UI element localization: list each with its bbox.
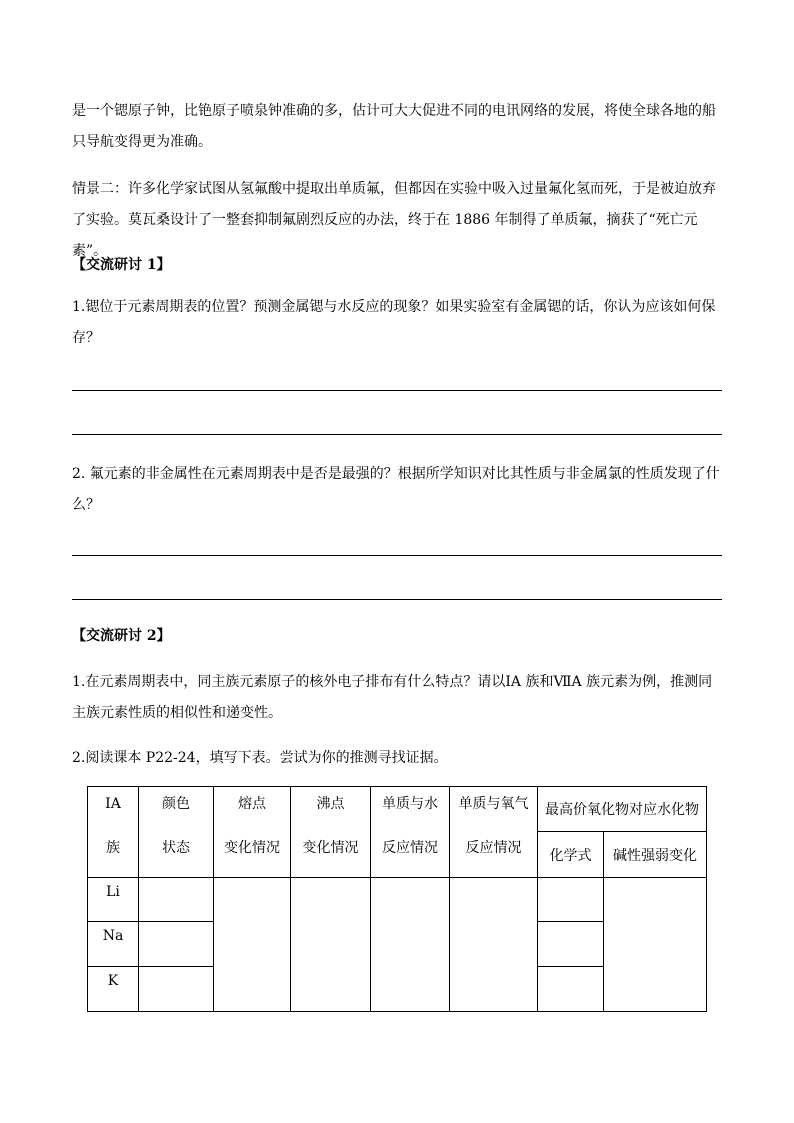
answer-cell[interactable] <box>538 967 604 1012</box>
header-line: 颜色 <box>162 796 190 812</box>
alkalinity-header: 碱性强弱变化 <box>604 832 707 878</box>
answer-cell[interactable] <box>291 878 371 1012</box>
element-li: Li <box>88 878 139 922</box>
header-line: 沸点 <box>316 796 345 812</box>
header-line: 状态 <box>162 840 190 856</box>
answer-line <box>72 434 722 435</box>
boiling-point-header <box>291 787 371 878</box>
discussion-1-question-1: 1.锶位于元素周期表的位置？预测金属锶与水反应的现象？如果实验室有金属锶的话，你认为应该如何保存？ <box>72 299 716 346</box>
answer-line <box>72 555 722 556</box>
header-line: 反应情况 <box>382 840 438 856</box>
discussion-1-question-2: 2. 氟元素的非金属性在元素周期表中是否是最强的？根据所学知识对比其性质与非金属氯的性质发现了什么？ <box>72 466 720 513</box>
discussion-2-question-2: 2.阅读课本 P22-24，填写下表。尝试为你的推测寻找证据。 <box>72 750 448 766</box>
answer-cell[interactable] <box>604 878 707 1012</box>
group-header-cell <box>88 787 139 878</box>
answer-cell[interactable] <box>538 878 604 922</box>
answer-cell[interactable] <box>139 922 214 967</box>
oxygen-reaction-header <box>450 787 538 878</box>
melting-point-header <box>214 787 291 878</box>
header-line: 熔点 <box>238 796 266 812</box>
answer-cell[interactable] <box>450 878 538 1012</box>
oxide-hydrate-header: 最高价氧化物对应水化物 <box>538 787 707 832</box>
answer-cell[interactable] <box>371 878 450 1012</box>
formula-header: 化学式 <box>538 832 604 878</box>
header-line: 变化情况 <box>224 840 280 856</box>
element-na: Na <box>88 922 139 967</box>
answer-line <box>72 390 722 391</box>
element-k: K <box>88 967 139 1012</box>
header-line: 单质与水 <box>382 796 438 812</box>
answer-cell[interactable] <box>214 878 291 1012</box>
discussion-2-title: 【交流研讨 2】 <box>72 628 171 644</box>
answer-cell[interactable] <box>139 967 214 1012</box>
group-label-suffix: 族 <box>106 840 120 856</box>
water-reaction-header <box>371 787 450 878</box>
alkali-metals-table <box>87 786 707 1012</box>
color-state-header <box>139 787 214 878</box>
header-line: 单质与氧气 <box>458 796 529 812</box>
scenario-two-paragraph: 情景二：许多化学家试图从氢氟酸中提取出单质氟，但都因在实验中吸入过量氟化氢而死，于是被迫放弃了实验。莫瓦桑设计了一整套抑制氟剧烈反应的办法，终于在 1886 年制得了单质氟，摘获了“死亡元素”。 <box>72 181 716 259</box>
discussion-2-question-1: 1.在元素周期表中，同主族元素原子的核外电子排布有什么特点？请以ⅠA 族和ⅦA 族元素为例，推测同主族元素性质的相似性和递变性。 <box>72 674 713 721</box>
header-line: 变化情况 <box>302 840 359 856</box>
answer-line <box>72 599 722 600</box>
header-line: 反应情况 <box>465 840 522 856</box>
group-label: ⅠA <box>105 796 121 812</box>
answer-cell[interactable] <box>139 878 214 922</box>
discussion-1-title: 【交流研讨 1】 <box>72 257 171 273</box>
answer-cell[interactable] <box>538 922 604 967</box>
intro-paragraph: 是一个锶原子钟，比铯原子喷泉钟准确的多，估计可大大促进不同的电讯网络的发展，将使全球各地的船只导航变得更为准确。 <box>72 103 716 150</box>
